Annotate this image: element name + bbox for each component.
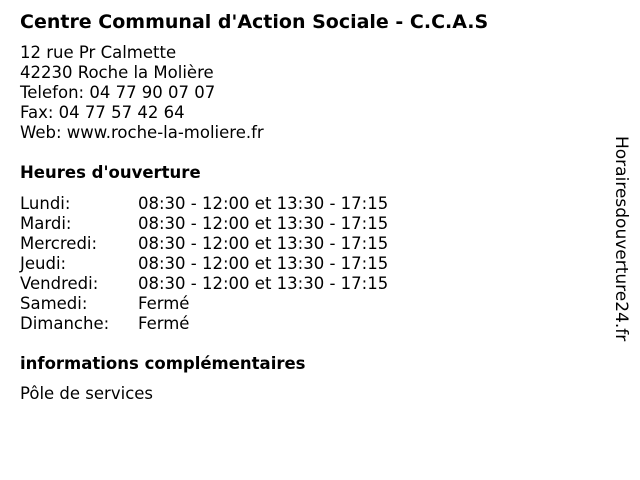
hours-day: Mercredi: <box>20 234 98 253</box>
hours-day: Dimanche: <box>20 314 110 333</box>
address-block <box>20 43 264 143</box>
address-fax: Fax: 04 77 57 42 64 <box>20 103 185 122</box>
hours-time: 08:30 - 12:00 et 13:30 - 17:15 <box>138 234 389 253</box>
address-web: Web: www.roche-la-moliere.fr <box>20 123 264 142</box>
hours-time: Fermé <box>138 314 190 333</box>
address-city: 42230 Roche la Molière <box>20 63 214 82</box>
hours-day: Lundi: <box>20 194 71 213</box>
address-phone: Telefon: 04 77 90 07 07 <box>20 83 216 102</box>
info-heading: informations complémentaires <box>20 354 306 373</box>
info-text: Pôle de services <box>20 384 154 403</box>
hours-time: 08:30 - 12:00 et 13:30 - 17:15 <box>138 254 389 273</box>
hours-day: Vendredi: <box>20 274 99 293</box>
hours-time: 08:30 - 12:00 et 13:30 - 17:15 <box>138 194 389 213</box>
hours-heading: Heures d'ouverture <box>20 163 201 182</box>
hours-day: Mardi: <box>20 214 72 233</box>
hours-row-friday <box>20 274 388 294</box>
hours-row-monday <box>20 194 388 214</box>
watermark-text: Horairesdouverture24.fr <box>611 136 631 342</box>
hours-time: 08:30 - 12:00 et 13:30 - 17:15 <box>138 274 389 293</box>
page-title: Centre Communal d'Action Sociale - C.C.A.S <box>20 11 489 33</box>
hours-day: Samedi: <box>20 294 88 313</box>
hours-day: Jeudi: <box>20 254 67 273</box>
hours-row-tuesday <box>20 214 388 234</box>
hours-row-wednesday <box>20 234 388 254</box>
hours-row-saturday <box>20 294 388 314</box>
hours-time: 08:30 - 12:00 et 13:30 - 17:15 <box>138 214 389 233</box>
hours-time: Fermé <box>138 294 190 313</box>
hours-table <box>20 194 388 334</box>
hours-row-sunday <box>20 314 388 334</box>
hours-row-thursday <box>20 254 388 274</box>
address-street: 12 rue Pr Calmette <box>20 43 177 62</box>
